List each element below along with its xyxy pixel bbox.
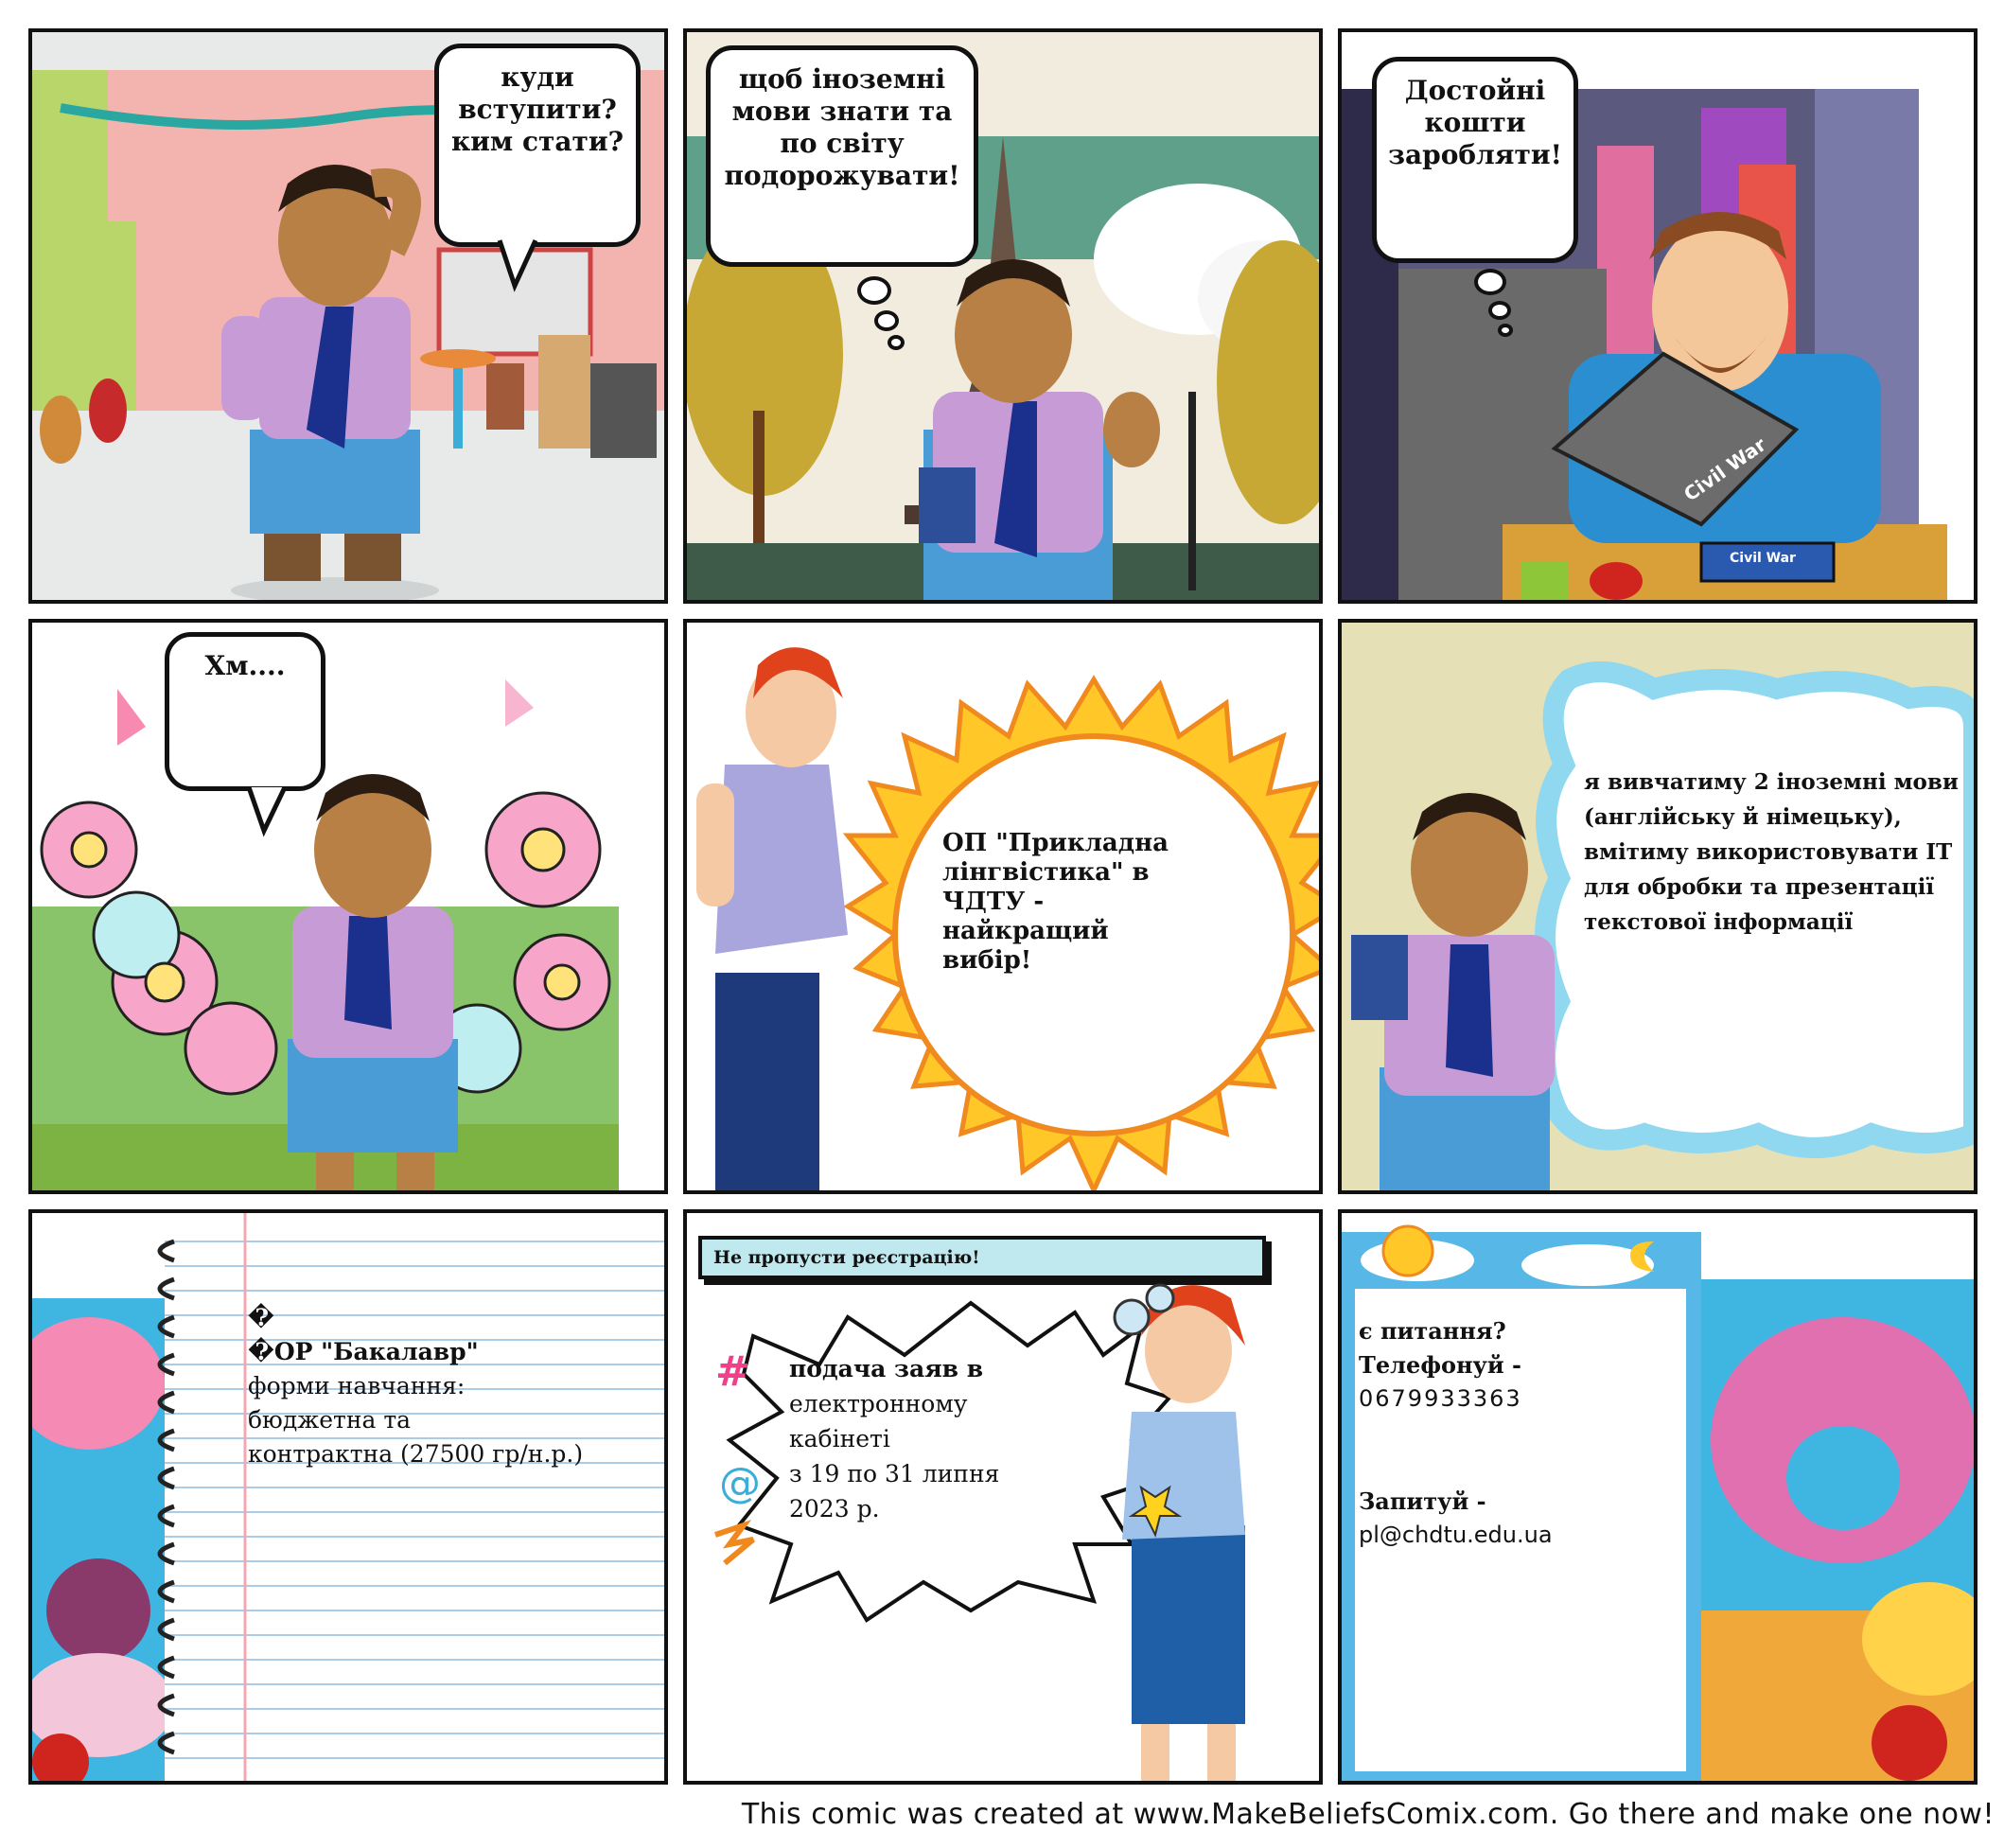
svg-text:#: # bbox=[715, 1347, 750, 1396]
bubble-text: Хм.... bbox=[204, 650, 286, 681]
panel-3 bbox=[1338, 28, 1978, 604]
contact-line-4: Запитуй - bbox=[1359, 1487, 1486, 1515]
panel-9 bbox=[1338, 1209, 1978, 1785]
thought-dot bbox=[857, 276, 891, 305]
contact-line-3: 0679933363 bbox=[1359, 1385, 1522, 1412]
speech-bubble bbox=[434, 44, 641, 247]
thought-dot bbox=[1488, 301, 1511, 320]
burst-line-1: подача заяв в bbox=[789, 1355, 984, 1382]
contact-line-1: є питання? bbox=[1359, 1317, 1506, 1345]
bubble-tail bbox=[496, 238, 553, 295]
thought-dot bbox=[1474, 269, 1506, 295]
thought-dot bbox=[1498, 324, 1513, 337]
notebook-line-2: �ОР "Бакалавр" bbox=[248, 1338, 479, 1365]
footer-credit[interactable]: This comic was created at www.MakeBeliefsComix.com. Go there and make one now! bbox=[741, 1798, 1995, 1831]
panel-6 bbox=[1338, 619, 1978, 1194]
burst-line-5: 2023 р. bbox=[789, 1495, 880, 1522]
panel-8 bbox=[683, 1209, 1323, 1785]
panel-5 bbox=[683, 619, 1323, 1194]
contact-email[interactable]: pl@chdtu.edu.ua bbox=[1359, 1522, 1553, 1548]
thought-bubble bbox=[706, 45, 978, 267]
book2-title: Civil War bbox=[1730, 551, 1796, 566]
panel-7 bbox=[28, 1209, 668, 1785]
panel-2 bbox=[683, 28, 1323, 604]
panel-8-scene bbox=[687, 1213, 1319, 1781]
burst-line-3: кабінеті bbox=[789, 1425, 890, 1452]
contact-line-2: Телефонуй - bbox=[1359, 1351, 1522, 1379]
bubble-text: Достойні кошти заробляти! bbox=[1388, 75, 1562, 170]
header-text: Не пропусти реєстрацію! bbox=[713, 1247, 980, 1268]
panel-4-scene bbox=[32, 623, 664, 1190]
panel-7-scene bbox=[32, 1213, 664, 1781]
thought-bubble bbox=[1372, 57, 1578, 263]
notebook-line-5: контрактна (27500 гр/н.р.) bbox=[248, 1440, 584, 1468]
cloud-text: я вивчатиму 2 іноземні мови (англійську й німецьку), вмітиму використовувати ІТ для обробки та презентації текстової інформації bbox=[1584, 769, 1959, 935]
notebook-line-4: бюджетна та bbox=[248, 1406, 412, 1434]
sun-text: ОП "Прикладна лінгвістика" в ЧДТУ - найкращий вибір! bbox=[942, 829, 1169, 975]
bubble-text: куди вступити? ким стати? bbox=[450, 62, 624, 157]
speech-bubble bbox=[165, 632, 325, 791]
burst-line-2: електронному bbox=[789, 1390, 968, 1417]
book-title: Civil War bbox=[1679, 432, 1770, 506]
burst-line-4: з 19 по 31 липня bbox=[789, 1460, 1000, 1487]
svg-text:@: @ bbox=[719, 1459, 761, 1507]
panel-1 bbox=[28, 28, 668, 604]
bubble-text: щоб іноземні мови знати та по світу подорожувати! bbox=[724, 63, 960, 191]
bubble-tail bbox=[245, 785, 302, 842]
panel-4 bbox=[28, 619, 668, 1194]
thought-dot bbox=[888, 335, 905, 350]
notebook-line-1: � bbox=[248, 1304, 274, 1331]
thought-dot bbox=[874, 310, 899, 331]
notebook-line-3: форми навчання: bbox=[248, 1372, 466, 1399]
